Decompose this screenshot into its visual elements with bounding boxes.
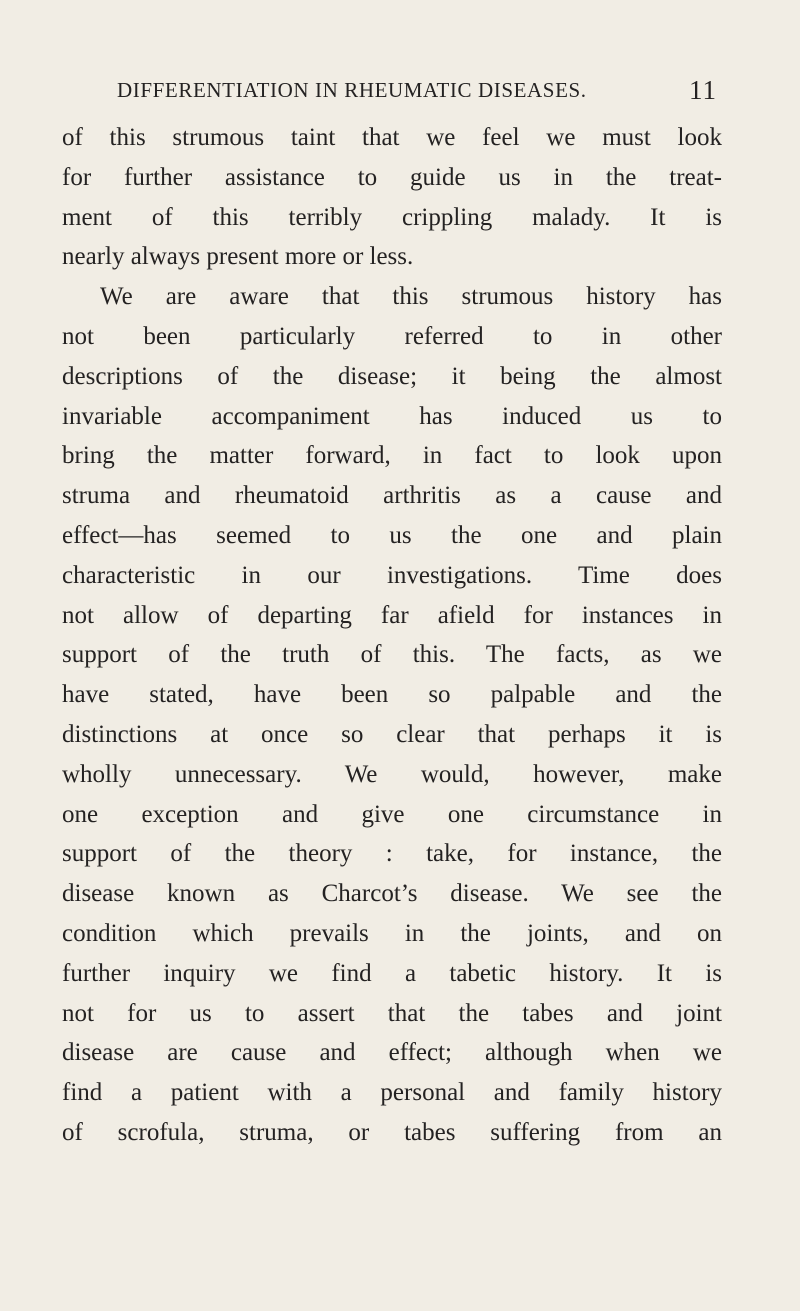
text-line: one exception and give one circumstance in <box>62 800 722 828</box>
text-line: find a patient with a personal and family history <box>62 1079 722 1107</box>
text-line: distinctions at once so clear that perhaps it is <box>62 720 722 748</box>
text-line: have stated, have been so palpable and the <box>62 681 722 709</box>
running-head <box>117 74 717 106</box>
text-line: descriptions of the disease; it being the almost <box>62 362 722 390</box>
text-line: We are aware that this strumous history has <box>100 283 722 311</box>
page-number: 11 <box>689 75 717 105</box>
text-line: nearly always present more or less. <box>62 243 414 271</box>
text-line: not for us to assert that the tabes and joint <box>62 999 722 1027</box>
text-line: characteristic in our investigations. Time does <box>62 561 722 589</box>
running-title: DIFFERENTIATION IN RHEUMATIC DISEASES. <box>117 78 587 102</box>
text-line: not been particularly referred to in other <box>62 322 722 350</box>
text-line: condition which prevails in the joints, and on <box>62 919 722 947</box>
text-line: of this strumous taint that we feel we must look <box>62 124 722 151</box>
text-line: effect—has seemed to us the one and plain <box>62 521 722 549</box>
text-line: wholly unnecessary. We would, however, make <box>62 760 722 788</box>
text-line: not allow of departing far afield for instances in <box>62 601 722 629</box>
text-line: support of the theory : take, for instance, the <box>62 840 722 868</box>
text-line: struma and rheumatoid arthritis as a cause and <box>62 482 722 510</box>
text-line: ment of this terribly crippling malady. It is <box>62 203 722 231</box>
text-line: of scrofula, struma, or tabes suffering from an <box>62 1118 722 1146</box>
text-line: further inquiry we find a tabetic history. It is <box>62 959 722 987</box>
body-text <box>62 118 722 1153</box>
text-line: for further assistance to guide us in the treat- <box>62 163 722 191</box>
text-line: support of the truth of this. The facts, as we <box>62 641 722 669</box>
text-line: disease known as Charcot’s disease. We see the <box>62 880 722 908</box>
text-line: bring the matter forward, in fact to look upon <box>62 442 722 470</box>
text-line: disease are cause and effect; although when we <box>62 1039 722 1067</box>
text-line: invariable accompaniment has induced us to <box>62 402 722 430</box>
